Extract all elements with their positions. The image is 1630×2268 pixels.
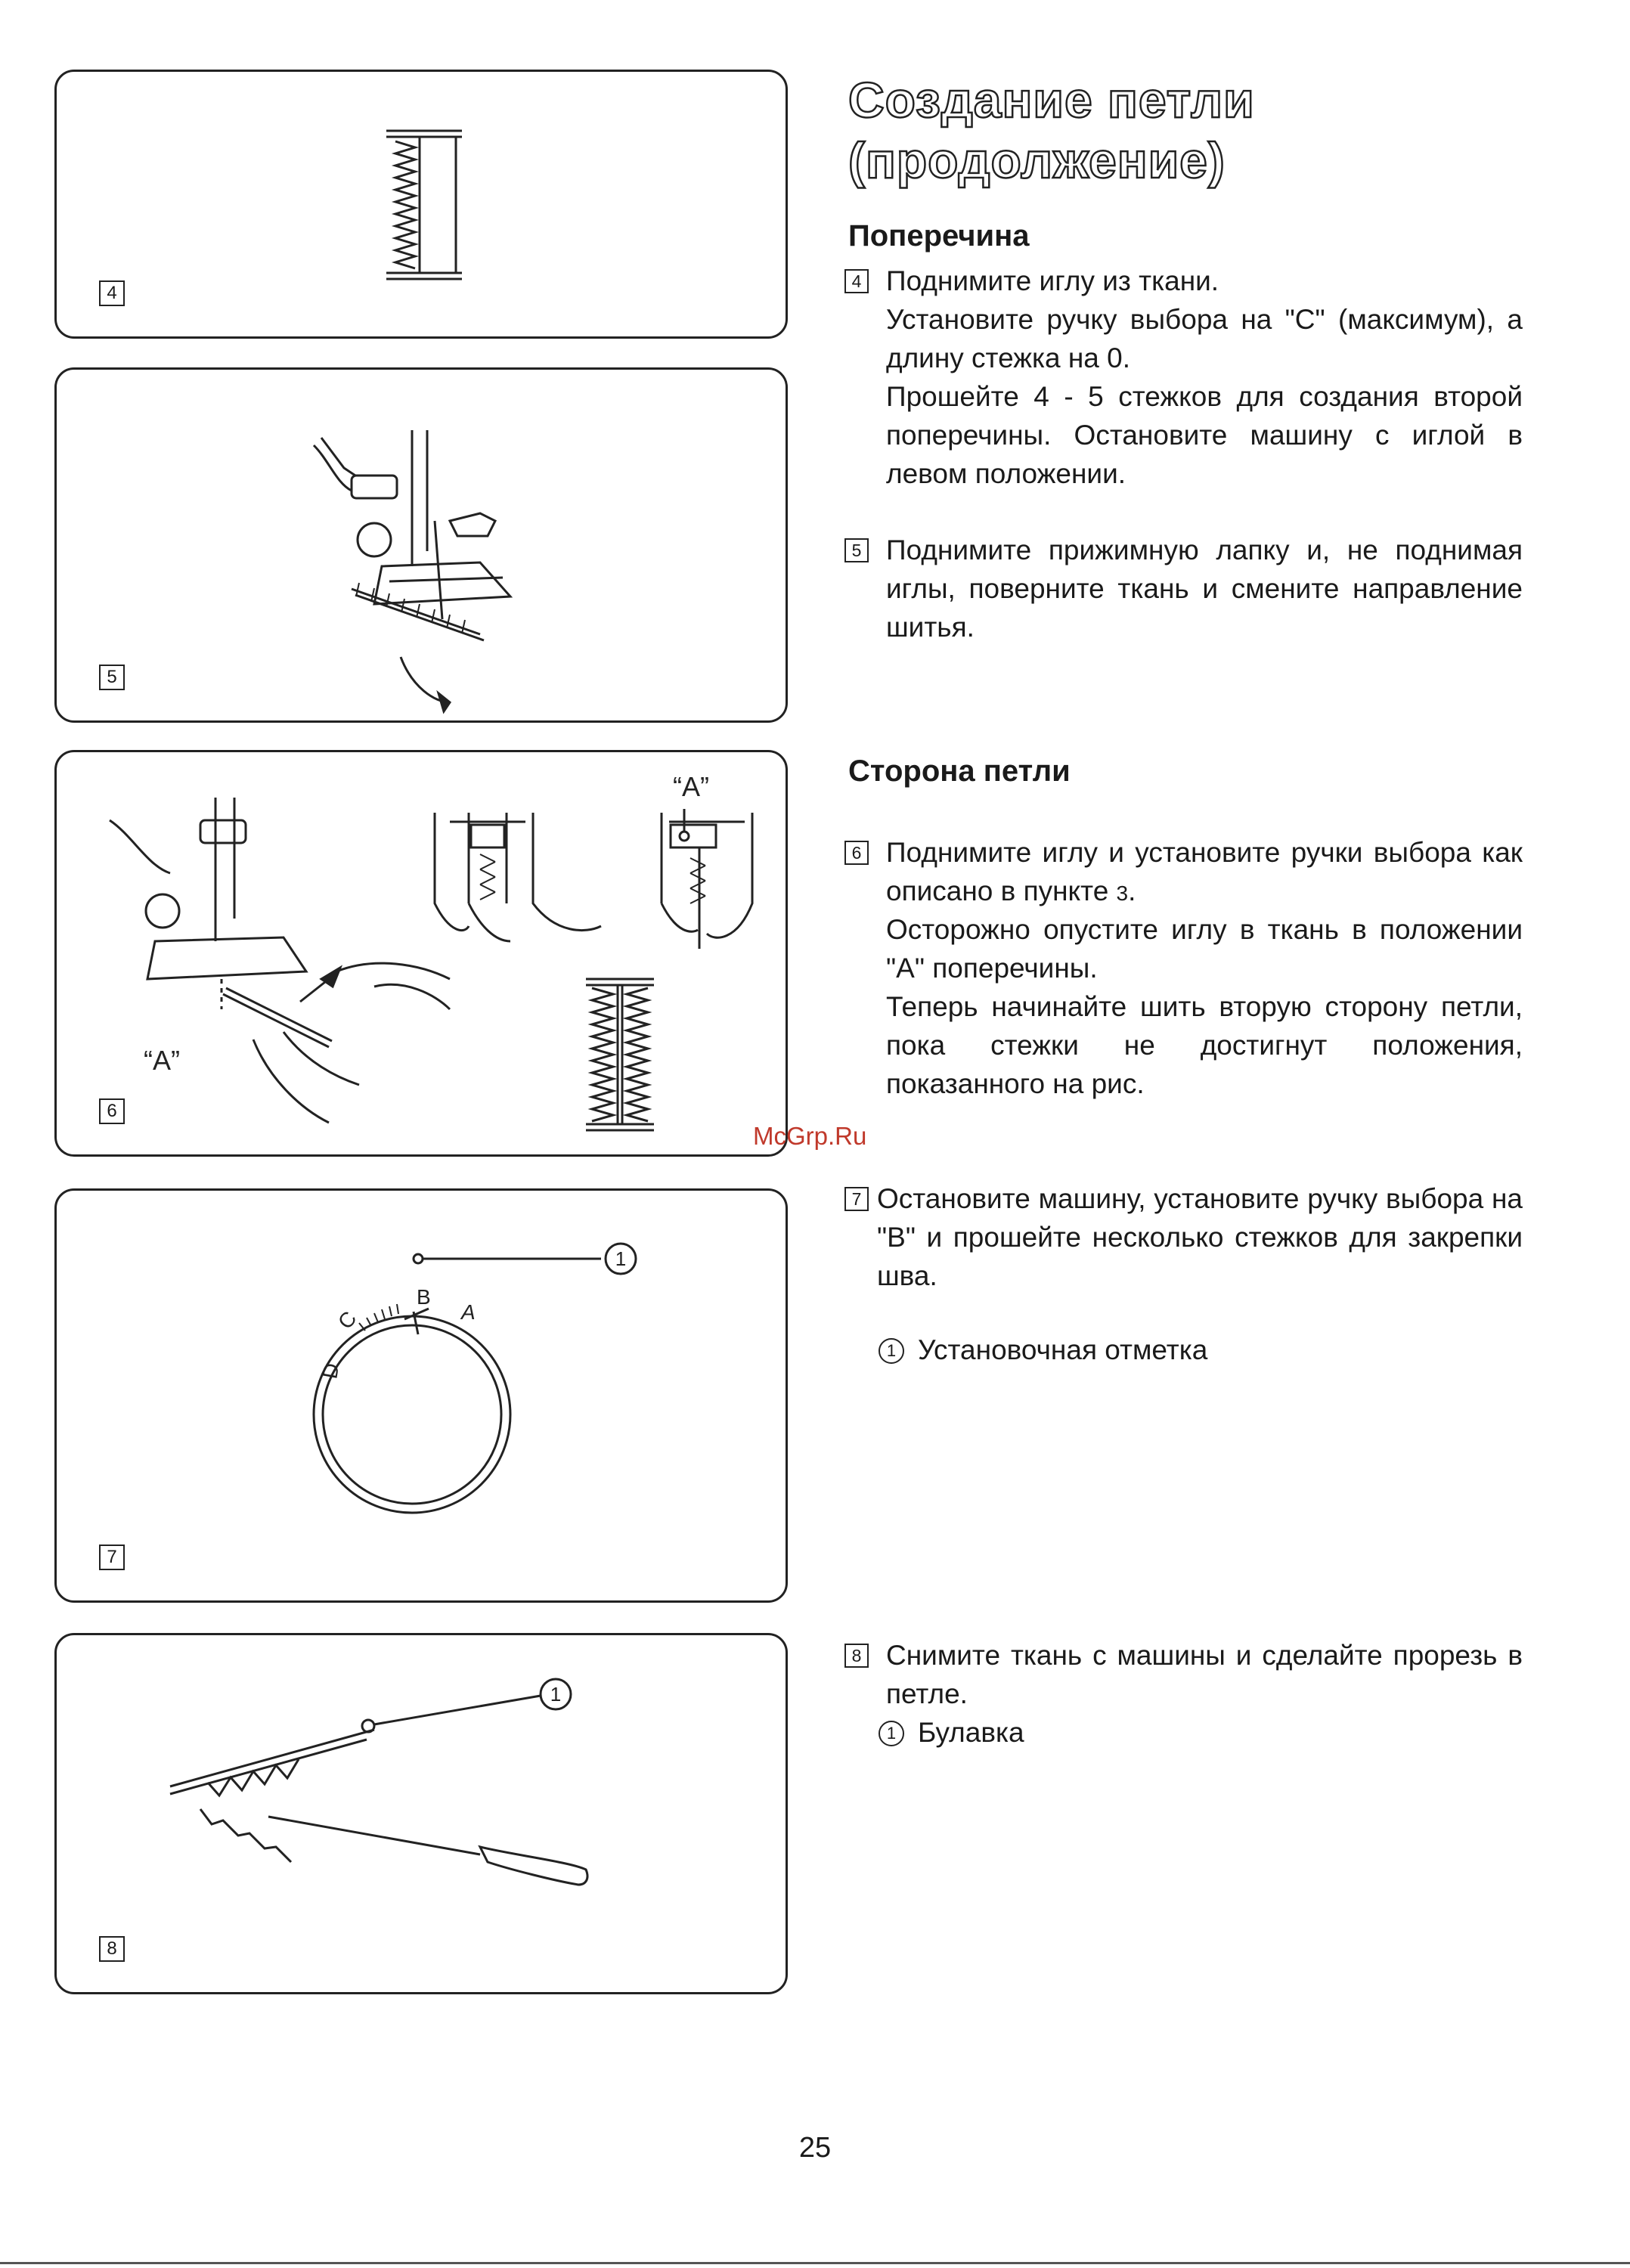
step-6-text-1a: Поднимите иглу и установите ручки выбора как описано в пункте bbox=[886, 837, 1523, 906]
step-7-legend bbox=[879, 1331, 1207, 1369]
position-a-label: “A” bbox=[144, 1045, 180, 1076]
page-number: 25 bbox=[798, 2132, 832, 2164]
crossbar-stitch-illustration bbox=[57, 72, 790, 341]
page-title-line-1: Создание петли bbox=[848, 72, 1255, 128]
figure-panel-4 bbox=[54, 70, 788, 339]
seam-ripper-illustration bbox=[57, 1635, 790, 1997]
dial-mark-c: C bbox=[333, 1306, 361, 1334]
dial-mark-b: B bbox=[417, 1285, 431, 1309]
dial-mark-a: A bbox=[461, 1300, 476, 1324]
step-number-7: 7 bbox=[844, 1187, 869, 1211]
step-number-8: 8 bbox=[844, 1644, 869, 1668]
step-8-legend bbox=[879, 1713, 1024, 1752]
step-number-4: 4 bbox=[844, 269, 869, 293]
panel-step-number: 6 bbox=[99, 1098, 125, 1124]
presser-foot-illustration bbox=[57, 370, 790, 725]
figure-panel-6 bbox=[54, 750, 788, 1157]
step-6-text-3: Теперь начинайте шить вторую сторону петли, пока стежки не достигнут положения, показанного на рис. bbox=[886, 991, 1523, 1099]
callout-number: 1 bbox=[615, 1247, 627, 1270]
panel-step-number: 5 bbox=[99, 665, 125, 690]
watermark: McGrp.Ru bbox=[753, 1122, 867, 1150]
legend-number: 1 bbox=[879, 1338, 904, 1364]
step-4-text-3: Прошейте 4 - 5 стежков для создания второй поперечины. Остановите машину с иглой в левом положении. bbox=[886, 381, 1523, 489]
step-6-text-1 bbox=[886, 833, 1523, 912]
figure-panel-7 bbox=[54, 1188, 788, 1603]
step-6-text-1c: . bbox=[1128, 875, 1136, 906]
section-heading-buttonhole-side: Сторона петли bbox=[848, 754, 1071, 788]
step-7-text: Остановите машину, установите ручку выбора на "B" и прошейте несколько стежков для закрепки шва. bbox=[877, 1183, 1523, 1291]
position-a-label: “A” bbox=[673, 771, 709, 802]
legend-text: Булавка bbox=[918, 1717, 1024, 1748]
step-4-text-1: Поднимите иглу из ткани. bbox=[886, 265, 1219, 296]
panel-step-number: 7 bbox=[99, 1545, 125, 1570]
callout-number: 1 bbox=[550, 1683, 562, 1706]
dial-mark-d: D bbox=[318, 1361, 344, 1381]
page-title bbox=[848, 70, 1255, 191]
sewing-second-side-illustration bbox=[57, 752, 790, 1159]
panel-step-number: 8 bbox=[99, 1936, 125, 1962]
step-6-text-2: Осторожно опустите иглу в ткань в положении "A" поперечины. bbox=[886, 914, 1523, 984]
step-number-5: 5 bbox=[844, 538, 869, 562]
step-4-text-2: Установите ручку выбора на "C" (максимум), а длину стежка на 0. bbox=[886, 304, 1523, 373]
figure-panel-5 bbox=[54, 367, 788, 723]
bottom-rule bbox=[0, 2262, 1630, 2264]
legend-text: Установочная отметка bbox=[918, 1334, 1208, 1365]
figure-panel-8 bbox=[54, 1633, 788, 1994]
step-6-reference: 3 bbox=[1116, 881, 1129, 905]
stitch-selector-dial-illustration bbox=[57, 1191, 790, 1605]
step-8-text: Снимите ткань с машины и сделайте прорезь в петле. bbox=[886, 1640, 1523, 1709]
section-heading-crossbar: Поперечина bbox=[848, 219, 1030, 253]
step-5-text: Поднимите прижимную лапку и, не поднимая иглы, поверните ткань и смените направление шитья. bbox=[886, 534, 1523, 643]
step-number-6: 6 bbox=[844, 841, 869, 865]
page-title-line-2: (продолжение) bbox=[848, 132, 1226, 188]
legend-number: 1 bbox=[879, 1721, 904, 1746]
panel-step-number: 4 bbox=[99, 280, 125, 306]
